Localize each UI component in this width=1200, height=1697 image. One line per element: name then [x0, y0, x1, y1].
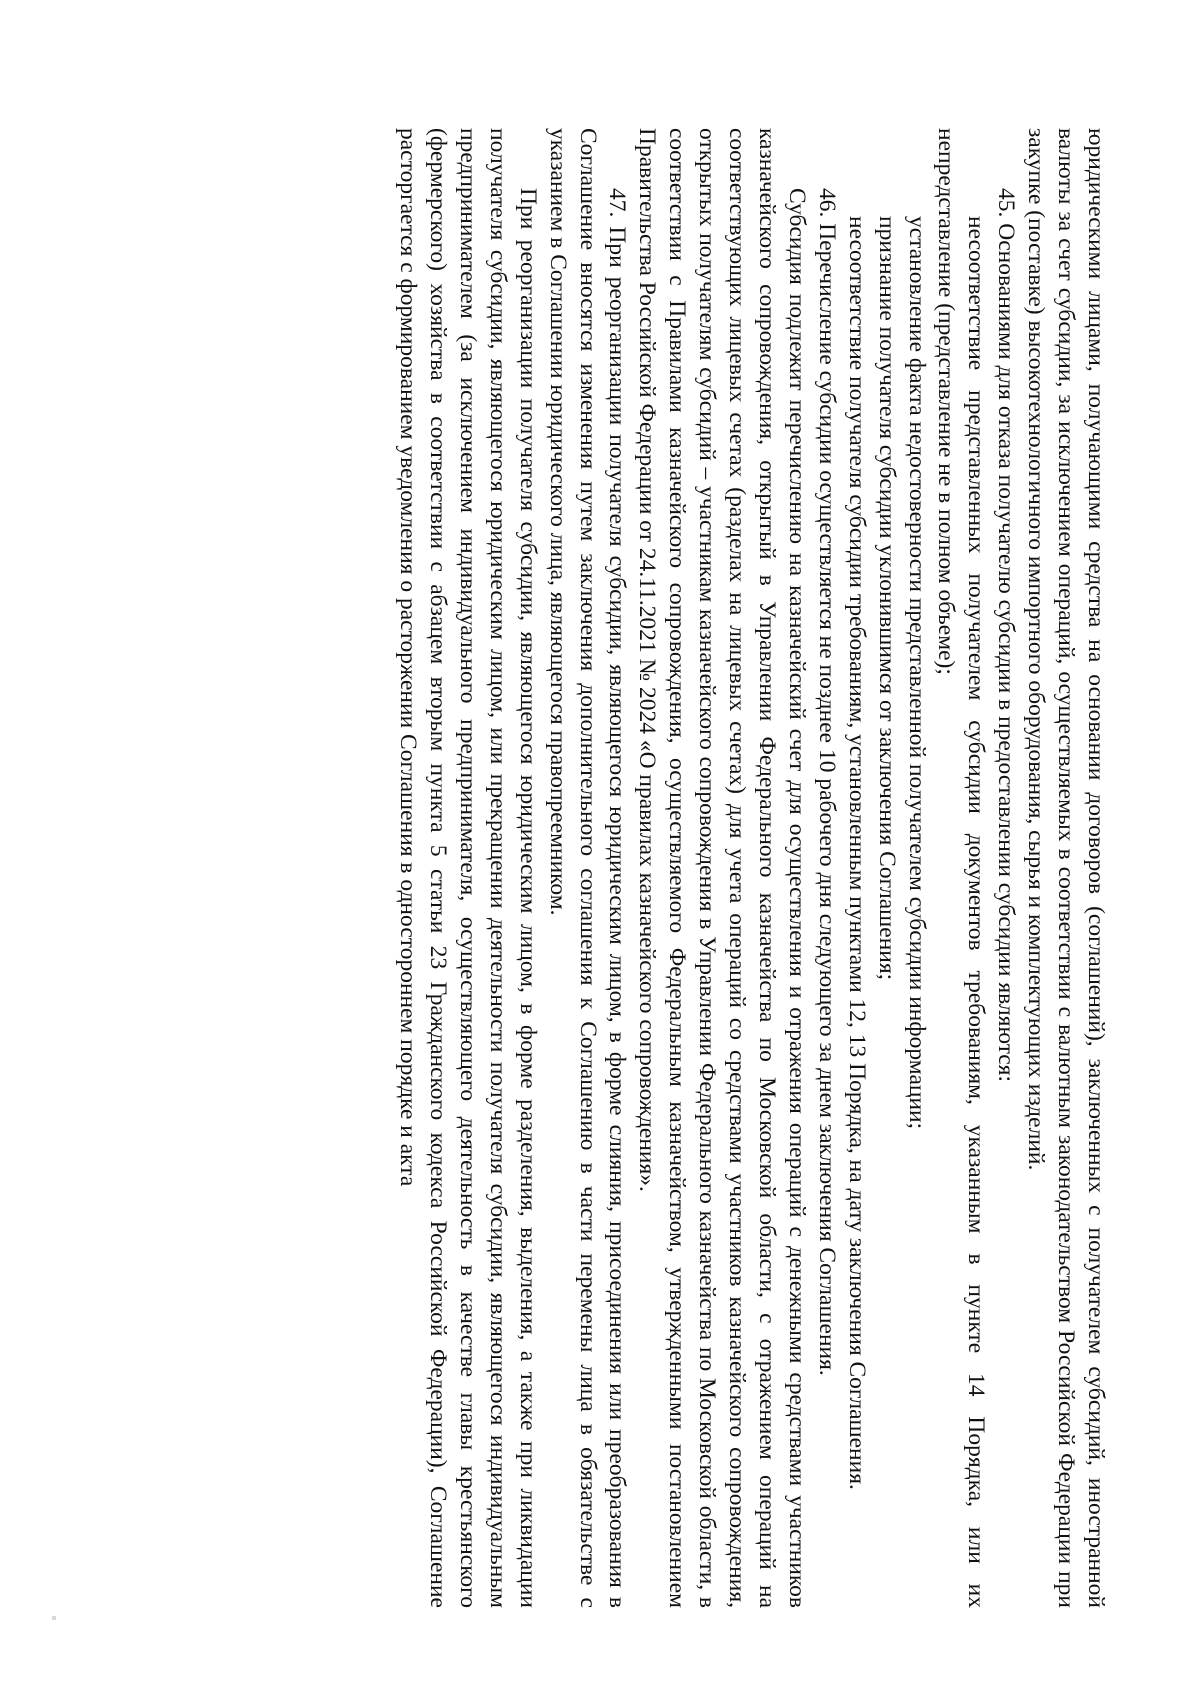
- paragraph-45-item-2: установление факта недостоверности представленной получателем субсидии информации;: [903, 216, 930, 1130]
- paragraph-45-heading: 45. Основаниями для отказа получателю субсидии в предоставлении субсидии являются:: [993, 188, 1020, 1083]
- paragraph-45-item-4: несоответствие получателя субсидии требованиям, установленным пунктами 12, 13 Порядка, на дату заключения Соглашения.: [843, 216, 870, 1490]
- paragraph-45-item-3: признание получателя субсидии уклонившимся от заключения Соглашения;: [873, 216, 900, 981]
- paragraph-46-subsidy-transfer: Субсидия подлежит перечислению на казначейский счет для осуществления и отражения операций с денежными средствами участников казначейского сопровождения, открытый в Управлении Федерального казначейства по Московской области, с отражением операций на соответствующих лицевых счетах (разделах на лицевых счетах) для учета операций со средствами участников казначейского сопровождения, открытых получателям субсидий – участникам казначейского сопровождения в Управлении Федерального казначейства по Московской области, в соответствии с Правилами казначейского сопровождения, осуществляемого Федеральным казначейством, утвержденными постановлением Правительства Российской Федерации от 24.11.2021 № 2024 «О правилах казначейского сопровождения».: [634, 128, 810, 1608]
- paragraph-45-item-1: несоответствие представленных получателем субсидии документов требованиям, указанным в пункте 14 Порядка, или их непредставление (представление не в полном объеме);: [933, 128, 990, 1608]
- document-body: [392, 128, 1110, 1608]
- rotated-text-block: [110, 128, 1110, 1608]
- paragraph-47-reorganization: При реорганизации получателя субсидии, являющегося юридическим лицом, в форме разделения, выделения, а также при ликвидации получателя субсидии, являющегося юридическим лицом, или прекращении деятельности получателя субсидии, являющегося индивидуальным предпринимателем (за исключением индивидуального предпринимателя, осуществляющего деятельность в качестве главы крестьянского (фермерского) хозяйства в соответствии с абзацем вторым пункта 5 статьи 23 Гражданского кодекса Российской Федерации), Соглашение расторгается с формированием уведомления о расторжении Соглашения в одностороннем порядке и акта: [395, 128, 541, 1608]
- paragraph-continuation: юридическими лицами, получающими средства на основании договоров (соглашений), заключенных с получателем субсидий, иностранной валюты за счет субсидии, за исключением операций, осуществляемых в соответствии с валютным законодательством Российской Федерации при закупке (поставке) высокотехнологичного импортного оборудования, сырья и комплектующих изделий.: [1023, 128, 1109, 1608]
- paragraph-46: 46. Перечисление субсидии осуществляется не позднее 10 рабочего дня следующего за днем заключения Соглашения.: [813, 188, 840, 1376]
- scan-artifact: [52, 1616, 56, 1620]
- paragraph-47: 47. При реорганизации получателя субсидии, являющегося юридическим лицом, в форме слияния, присоединения или преобразования в Соглашение вносятся изменения путем заключения дополнительного соглашения к Соглашению в части перемены лица в обязательстве с указанием в Соглашении юридического лица, являющегося правопреемником.: [544, 128, 631, 1608]
